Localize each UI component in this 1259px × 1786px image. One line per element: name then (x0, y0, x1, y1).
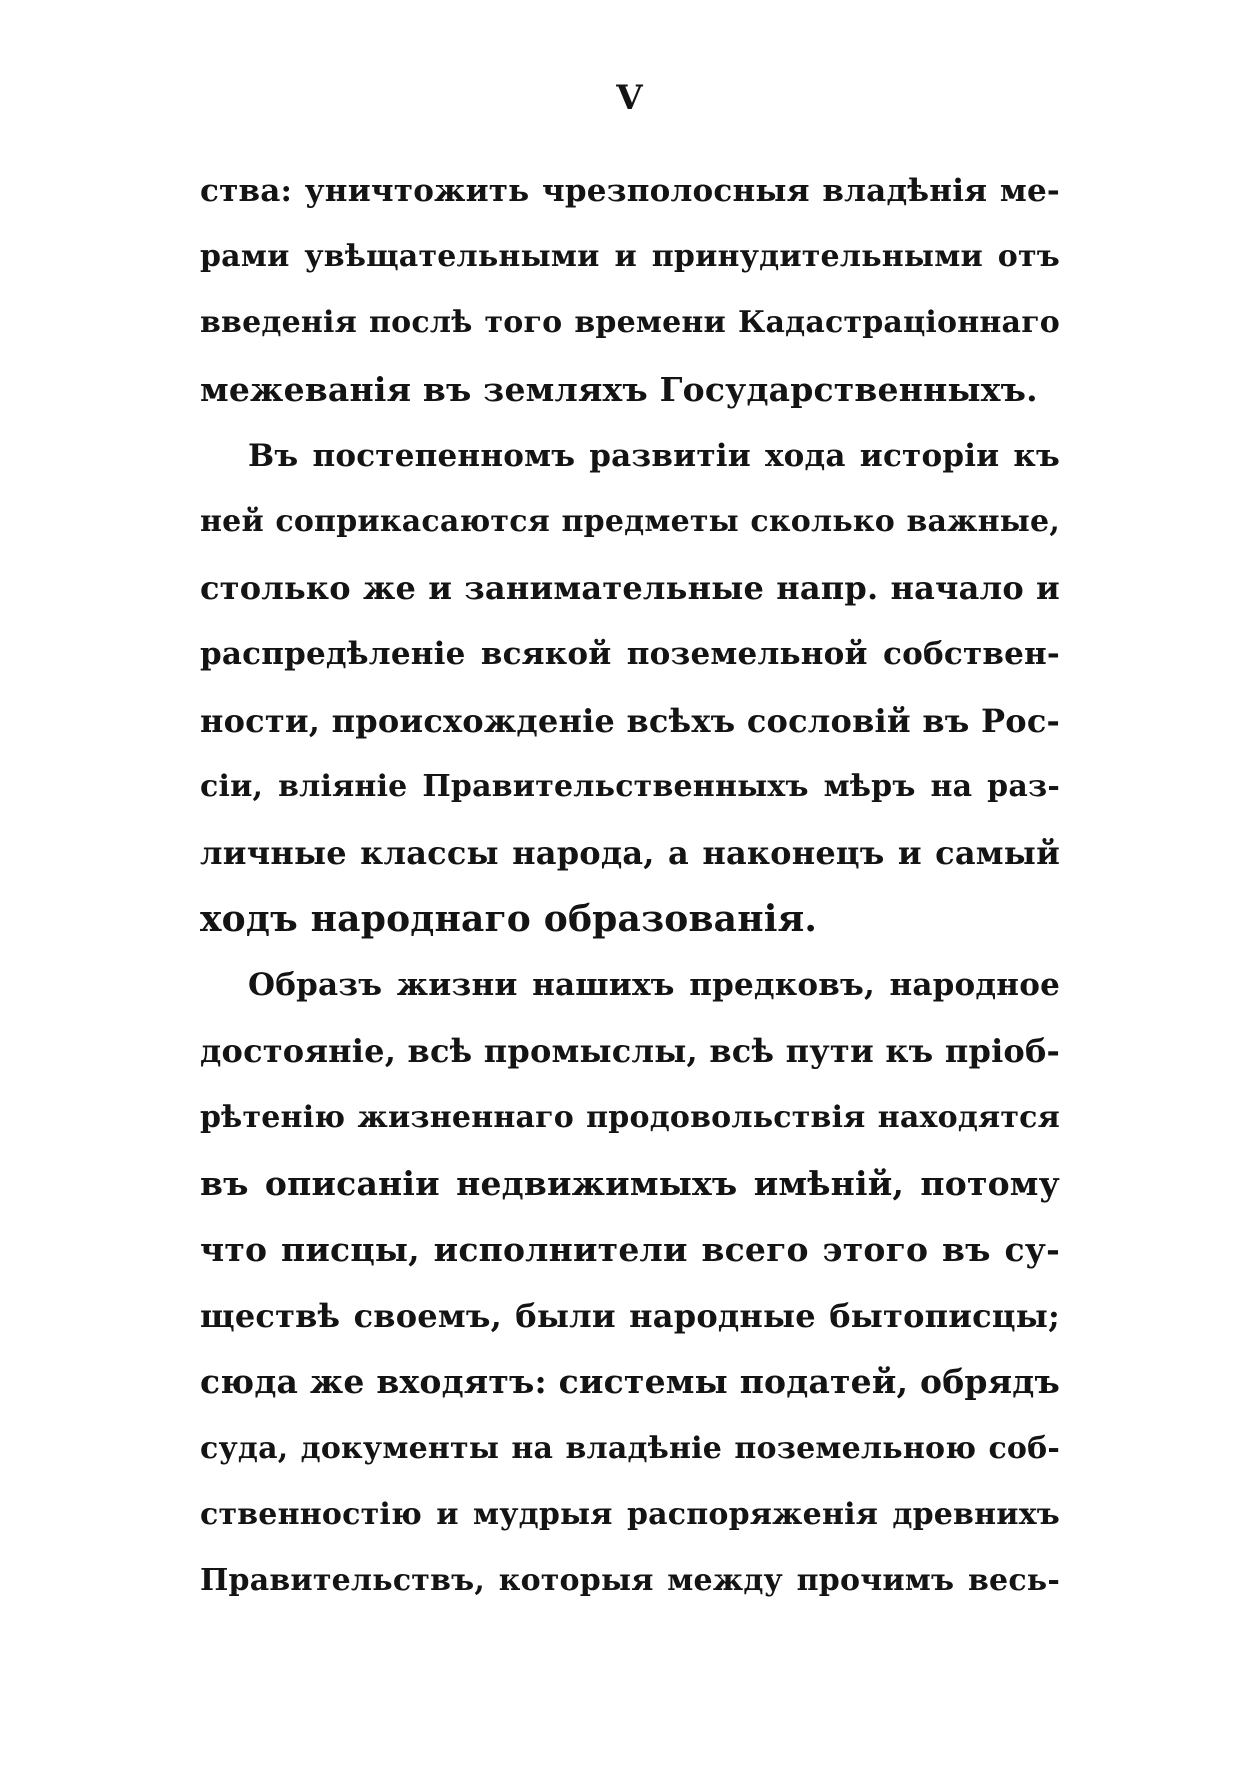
paragraph-1 (200, 158, 1060, 423)
text-line: сюда же входятъ: системы податей, обрядъ (200, 1362, 1060, 1402)
text-line: Въ постепенномъ развитіи хода исторіи къ (248, 437, 1060, 474)
text-line: рѣтенію жизненнаго продовольствія находятся (200, 1099, 1060, 1135)
text-line: что писцы, исполнители всего этого въ су- (200, 1230, 1060, 1269)
text-line: Правительствъ, которыя между прочимъ весь- (200, 1562, 1060, 1598)
text-line: ходъ народнаго образованія. (200, 898, 818, 941)
body-text (200, 158, 1060, 1614)
text-line: достояніе, всѣ промыслы, всѣ пути къ пріоб- (200, 1032, 1060, 1071)
text-line: въ описаніи недвижимыхъ имѣній, потому (200, 1163, 1060, 1203)
text-line: ственностію и мудрыя распоряженія древнихъ (200, 1496, 1060, 1532)
text-line: распредѣленіе всякой поземельной собствен- (200, 636, 1060, 673)
text-line: сіи, вліяніе Правительственныхъ мѣръ на раз- (200, 768, 1060, 804)
paragraph-3 (200, 952, 1060, 1614)
text-line: столько же и занимательные напр. начало и (200, 569, 1060, 608)
paragraph-2 (200, 423, 1060, 953)
text-line: введенія послѣ того времени Кадастраціоннаго (200, 305, 1060, 341)
text-line: ства: уничтожить чрезполосныя владѣнія ме- (200, 173, 1060, 209)
text-line: рами увѣщательными и принудительными отъ (200, 239, 1060, 275)
text-line: суда, документы на владѣніе поземельною соб- (200, 1430, 1060, 1466)
text-line: Образъ жизни нашихъ предковъ, народное (248, 967, 1060, 1004)
text-line: ществѣ своемъ, были народные бытописцы; (200, 1297, 1060, 1336)
text-line: межеванія въ земляхъ Государственныхъ. (200, 369, 1038, 409)
text-line: ности, происхожденіе всѣхъ сословій въ Рос- (200, 701, 1060, 740)
text-line: ней соприкасаются предметы сколько важные, (200, 503, 1060, 539)
page-number: V (616, 78, 643, 118)
text-line: личные классы народа, а наконецъ и самый (200, 833, 1060, 872)
